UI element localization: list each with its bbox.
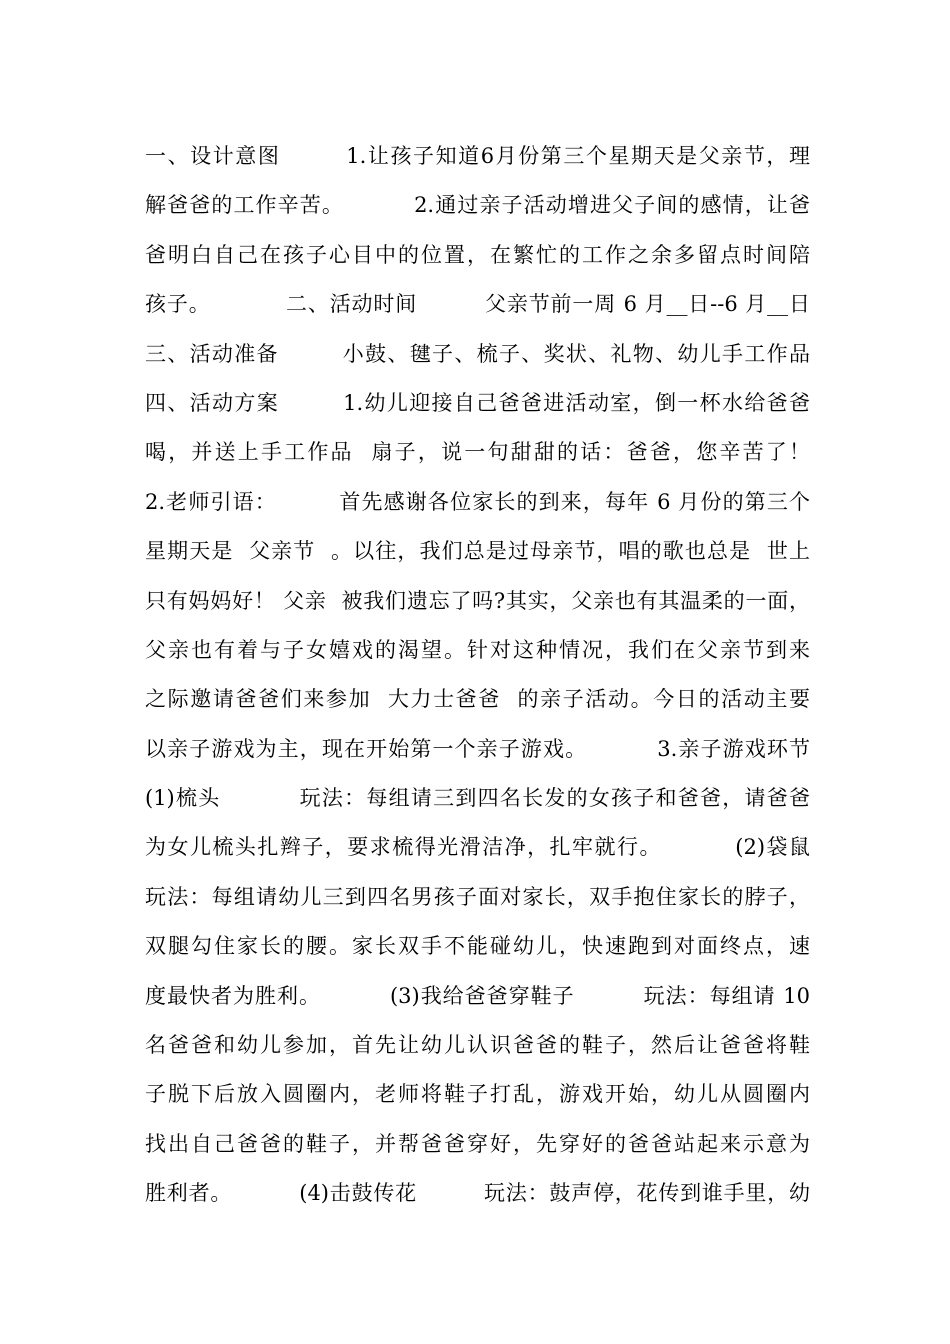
text-line-15: 为女儿梳头扎辫子，要求梳得光滑洁净，扎牢就行。 (2)袋鼠 [145,835,810,860]
body-text [145,132,810,1219]
text-line-5: 三、活动准备 小鼓、毽子、梳子、奖状、礼物、幼儿手工作品 [145,341,810,366]
text-line-9: 星期天是 父亲节 。以往，我们总是过母亲节，唱的歌也总是 世上 [145,539,810,564]
text-line-13: 以亲子游戏为主，现在开始第一个亲子游戏。 3.亲子游戏环节 [145,736,810,761]
text-line-14: (1)梳头 玩法：每组请三到四名长发的女孩子和爸爸，请爸爸 [145,786,810,811]
text-line-16: 玩法：每组请幼儿三到四名男孩子面对家长，双手抱住家长的脖子， [145,884,810,909]
text-line-4: 孩子。 二、活动时间 父亲节前一周 6 月__日--6 月__日 [145,292,810,317]
text-line-19: 名爸爸和幼儿参加，首先让幼儿认识爸爸的鞋子，然后让爸爸将鞋 [145,1033,810,1058]
text-line-2: 解爸爸的工作辛苦。 2.通过亲子活动增进父子间的感情，让爸 [145,193,810,218]
text-line-21: 找出自己爸爸的鞋子，并帮爸爸穿好，先穿好的爸爸站起来示意为 [145,1131,810,1156]
text-line-11: 父亲也有着与子女嬉戏的渴望。针对这种情况，我们在父亲节到来 [145,637,810,662]
text-line-8: 2.老师引语： 首先感谢各位家长的到来，每年 6 月份的第三个 [145,489,810,514]
text-line-22: 胜利者。 (4)击鼓传花 玩法：鼓声停，花传到谁手里，幼 [145,1181,810,1206]
text-line-18: 度最快者为胜利。 (3)我给爸爸穿鞋子 玩法：每组请 10 [145,983,810,1008]
text-line-6: 四、活动方案 1.幼儿迎接自己爸爸进活动室，倒一杯水给爸爸 [145,390,810,415]
text-line-7: 喝，并送上手工作品 扇子，说一句甜甜的话：爸爸，您辛苦了！ [145,440,810,465]
text-line-20: 子脱下后放入圆圈内，老师将鞋子打乱，游戏开始，幼儿从圆圈内 [145,1082,810,1107]
text-line-10: 只有妈妈好！ 父亲 被我们遗忘了吗?其实，父亲也有其温柔的一面， [145,588,810,613]
text-line-3: 爸明白自己在孩子心目中的位置，在繁忙的工作之余多留点时间陪 [145,242,810,267]
text-line-17: 双腿勾住家长的腰。家长双手不能碰幼儿，快速跑到对面终点，速 [145,934,810,959]
text-line-1: 一、设计意图 1.让孩子知道6月份第三个星期天是父亲节，理 [145,144,810,168]
text-line-12: 之际邀请爸爸们来参加 大力士爸爸 的亲子活动。今日的活动主要 [145,687,810,712]
